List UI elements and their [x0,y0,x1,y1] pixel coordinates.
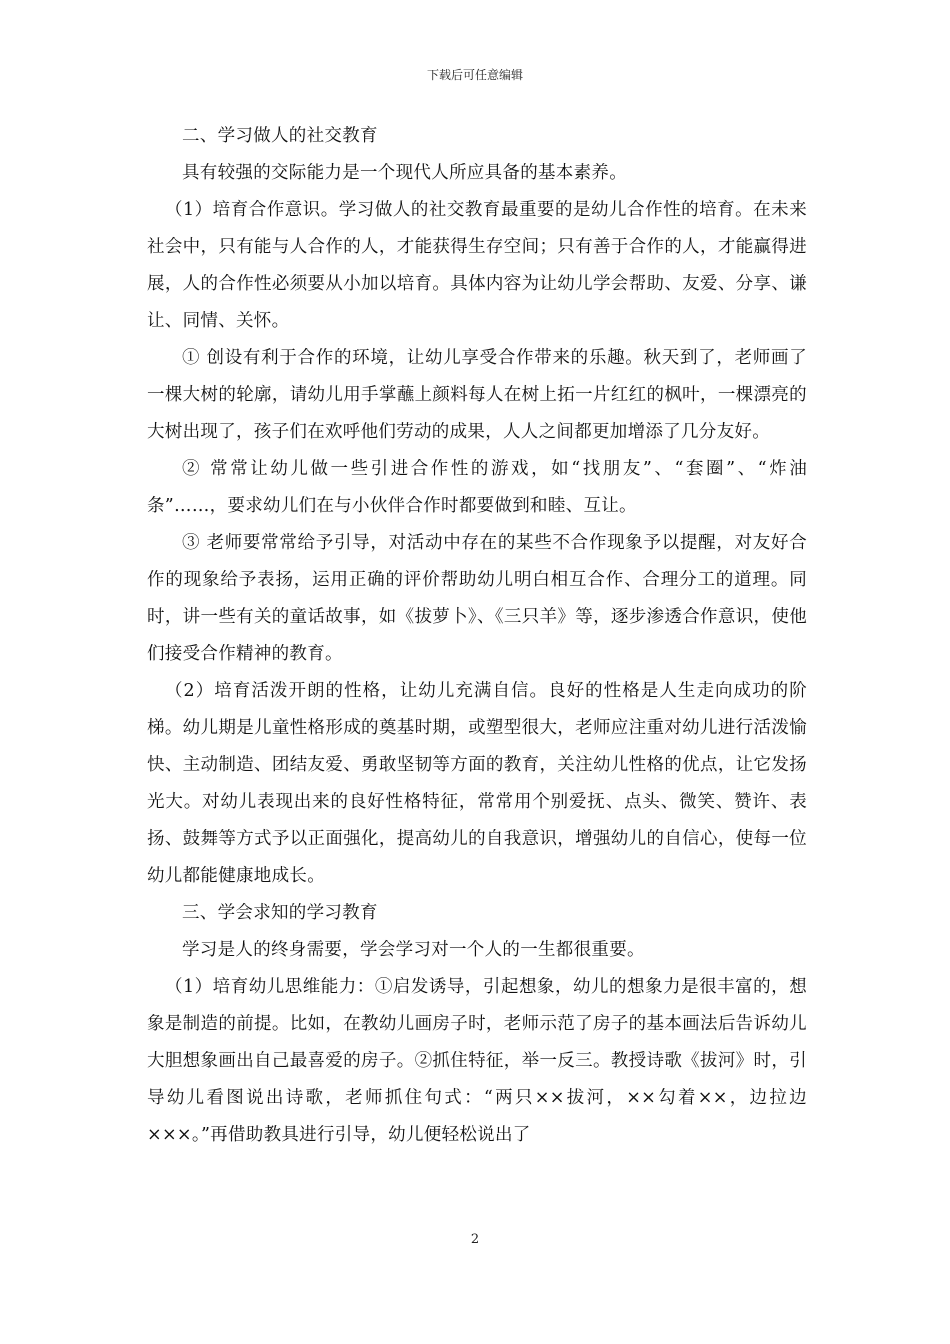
paragraph: 学习是人的终身需要，学会学习对一个人的一生都很重要。 [182,940,645,960]
body-text [147,118,807,1154]
heading-social-education: 二、学习做人的社交教育 [182,126,378,146]
paragraph: 具有较强的交际能力是一个现代人所应具备的基本素养。 [182,163,627,183]
page-header: 下载后可任意编辑 [426,68,523,82]
page-number: 2 [470,1232,480,1247]
paragraph: （1）培育幼儿思维能力：①启发诱导，引起想象，幼儿的想象力是很丰富的，想象是制造的前提。比如，在教幼儿画房子时，老师示范了房子的基本画法后告诉幼儿大胆想象画出自己最喜爱的房子。②抓住特征，举一反三。教授诗歌《拔河》时，引导幼儿看图说出诗歌，老师抓住句式：“两只××拔河，××勾着××，边拉边×××。”再借助教具进行引导，幼儿便轻松说出了 [147,977,807,1145]
paragraph: ③ 老师要常常给予引导，对活动中存在的某些不合作现象予以提醒，对友好合作的现象给予表扬，运用正确的评价帮助幼儿明白相互合作、合理分工的道理。同时，讲一些有关的童话故事，如《拔萝卜》、《三只羊》等，逐步渗透合作意识，使他们接受合作精神的教育。 [147,533,807,664]
heading-learning-education: 三、学会求知的学习教育 [182,903,378,923]
paragraph: （2）培育活泼开朗的性格，让幼儿充满自信。良好的性格是人生走向成功的阶梯。幼儿期是儿童性格形成的奠基时期，或塑型很大，老师应注重对幼儿进行活泼愉快、主动制造、团结友爱、勇敢坚韧等方面的教育，关注幼儿性格的优点，让它发扬光大。对幼儿表现出来的良好性格特征，常常用个别爱抚、点头、微笑、赞许、表扬、鼓舞等方式予以正面强化，提高幼儿的自我意识，增强幼儿的自信心，使每一位幼儿都能健康地成长。 [147,681,807,886]
paragraph: ① 创设有利于合作的环境，让幼儿享受合作带来的乐趣。秋天到了，老师画了一棵大树的轮廓，请幼儿用手掌蘸上颜料每人在树上拓一片红红的枫叶，一棵漂亮的大树出现了，孩子们在欢呼他们劳动的成果，人人之间都更加增添了几分友好。 [147,348,807,442]
paragraph: （1）培育合作意识。学习做人的社交教育最重要的是幼儿合作性的培育。在未来社会中，只有能与人合作的人，才能获得生存空间；只有善于合作的人，才能赢得进展，人的合作性必须要从小加以培育。具体内容为让幼儿学会帮助、友爱、分享、谦让、同情、关怀。 [147,200,807,331]
paragraph: ② 常常让幼儿做一些引进合作性的游戏，如“找朋友”、“套圈”、“炸油条”……，要求幼儿们在与小伙伴合作时都要做到和睦、互让。 [147,459,807,516]
